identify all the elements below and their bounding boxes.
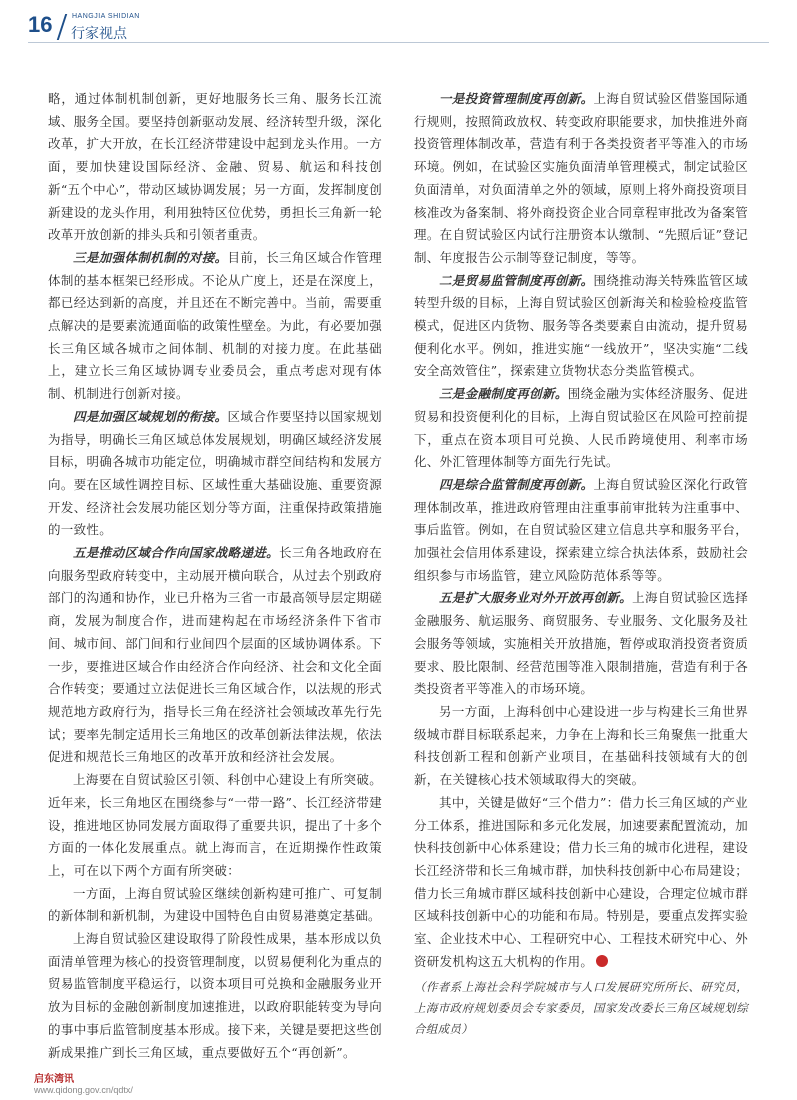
footer-url[interactable]: www.qidong.gov.cn/qdtx/ [34, 1085, 133, 1095]
author-note: （作者系上海社会科学院城市与人口发展研究所所长、研究员，上海市政府规划委员会专家委员，国家发改委长三角区域规划综合组成员） [414, 980, 748, 1037]
page-header [28, 8, 228, 44]
paragraph: 另一方面，上海科创中心建设进一步与构建长三角世界级城市群目标联系起来，力争在上海和长三角聚焦一批重大科技创新工程和创新产业项目，在基础科技领域有大的创新，在关键核心技术领域取得大的突破。 [414, 703, 748, 788]
paragraph: 上海自贸试验区建设取得了阶段性成果，基本形成以负面清单管理为核心的投资管理制度，以贸易便利化为重点的贸易监管制度平稳运行，以资本项目可兑换和金融服务业开放为目标的金融创新制度加速推进，以政府职能转变为导向的事中事后监管制度基本形成。接下来，关键是要把这些创新成果推广到长三角区域，重点要做好五个“再创新”。 [48, 931, 382, 1060]
paragraph: 一方面，上海自贸试验区继续创新构建可推广、可复制的新体制和新机制，为建设中国特色自由贸易港奠定基础。 [48, 885, 382, 924]
paragraph: 三是金融制度再创新。围绕金融为实体经济服务、促进贸易和投资便利化的目标，上海自贸试验区在风险可控前提下，重点在资本项目可兑换、人民币跨境使用、利率市场化、外汇管理体制等方面先行先试。 [414, 386, 748, 470]
paragraph: 五是推动区域合作向国家战略递进。长三角各地政府在向服务型政府转变中，主动展开横向联合，从过去个别政府部门的沟通和协作，业已升格为三省一市最高领导层定期磋商，发展为制度合作，进而建构起在市场经济条件下省市间、城市间、部门间和行业间四个层面的区域协调体系。下一步，要推进区域合作由经济合作向经济、社会和文化全面合作转变；要通过立法促进长三角区域合作，以法规的形式规范地方政府行为，指导长三角在经济社会领域改革先行先试；要率先制定适用长三角地区的改革创新法律法规，依法促进和规范长三角地区的改革开放和经济社会发展。 [48, 545, 382, 765]
page-number: 16 [28, 12, 53, 37]
paragraph: 四是综合监管制度再创新。上海自贸试验区深化行政管理体制改革，推进政府管理由注重事前审批转为注重事中、事后监管。例如，在自贸试验区建立信息共享和服务平台，加强社会信用体系建设，探索建立综合执法体系，鼓励社会组织参与市场监管，建立风险防范体系等等。 [414, 476, 748, 583]
paragraph: 五是扩大服务业对外开放再创新。上海自贸试验区选择金融服务、航运服务、商贸服务、专业服务、文化服务及社会服务等领域，实施相关开放措施，暂停或取消投资者资质要求、股比限制、经营范围等准入限制措施，营造有利于各类投资者平等准入的市场环境。 [414, 590, 748, 697]
section-pinyin: HANGJIA SHIDIAN [72, 13, 140, 20]
header-divider [28, 42, 769, 43]
paragraph: 二是贸易监管制度再创新。围绕推动海关特殊监管区域转型升级的目标，上海自贸试验区创新海关和检验检疫监管模式，促进区内货物、服务等各类要素自由流动，提升贸易便利化水平。例如，推进实施“一线放开”，坚决实施“二线安全高效管住”，探索建立货物状态分类监管模式。 [414, 272, 748, 379]
end-of-article-icon [596, 955, 608, 967]
section-title: 行家视点 [71, 26, 127, 42]
paragraph: 三是加强体制机制的对接。目前，长三角区域合作管理体制的基本框架已经形成。不论从广度上，还是在深度上，都已经达到新的高度，并且还在不断完善中。当前，需要重点解决的是要素流通面临的政策性壁垒。为此，有必要加强长三角区域各城市之间体制、机制的对接力度。在此基础上，建立长三角区域协调专业委员会，重点考虑对现有体制、机制进行创新对接。 [48, 249, 382, 402]
paragraph: 上海要在自贸试验区引领、科创中心建设上有所突破。近年来，长三角地区在围绕参与“一带一路”、长江经济带建设，推进地区协同发展方面取得了重要共识，提出了十多个方面的一体化发展重点。就上海而言，在近期操作性政策上，可在以下两个方面有所突破： [48, 772, 382, 878]
footer-brand: 启东湾讯 [34, 1074, 74, 1085]
paragraph: 其中，关键是做好“三个借力”：借力长三角区域的产业分工体系，推进国际和多元化发展，加速要素配置流动，加快科技创新中心体系建设；借力长三角的城市化进程，建设长江经济带和长三角城市群，加快科技创新中心布局建设；借力长三角城市群区域科技创新中心建设，合理定位城市群区域科技创新中心的功能和布局。特别是，要重点发挥实验室、企业技术中心、工程研究中心、工程技术研究中心、外资研发机构这五大机构的作用。 [414, 794, 748, 969]
paragraph: 一是投资管理制度再创新。上海自贸试验区借鉴国际通行规则，按照简政放权、转变政府职能要求，加快推进外商投资管理体制改革，营造有利于各类投资者平等准入的市场环境。例如，在试验区实施负面清单管理模式，制定试验区负面清单，对负面清单之外的领域，原则上将外商投资项目核准改为备案制、将外商投资企业合同章程审批改为备案管理。在自贸试验区内试行注册资本认缴制、“先照后证”登记制、年度报告公示制等登记制度，等等。 [414, 91, 748, 265]
paragraph: 四是加强区域规划的衔接。区域合作要坚持以国家规划为指导，明确长三角区域总体发展规划，明确区域经济发展目标，明确各城市功能定位，明确城市群空间结构和发展方向。要在区域性调控目标、区域性重大基础设施、重要资源开发、经济社会发展功能区划分等方面，注重保持政策措施的一致性。 [48, 408, 382, 538]
left-column [48, 88, 382, 1064]
paragraph: 略，通过体制机制创新，更好地服务长三角、服务长江流域、服务全国。要坚持创新驱动发展、经济转型升级，深化改革，扩大开放，在长江经济带建设中起到龙头作用。一方面，要加快建设国际经济、金融、贸易、航运和科技创新“五个中心”，带动区域协调发展；另一方面，发挥制度创新建设的龙头作用，利用独特区位优势，勇担长三角新一轮改革开放创新的排头兵和引领者重责。 [48, 91, 382, 243]
header-slash [57, 14, 67, 40]
right-column [414, 88, 748, 1040]
page-footer [34, 1070, 133, 1095]
